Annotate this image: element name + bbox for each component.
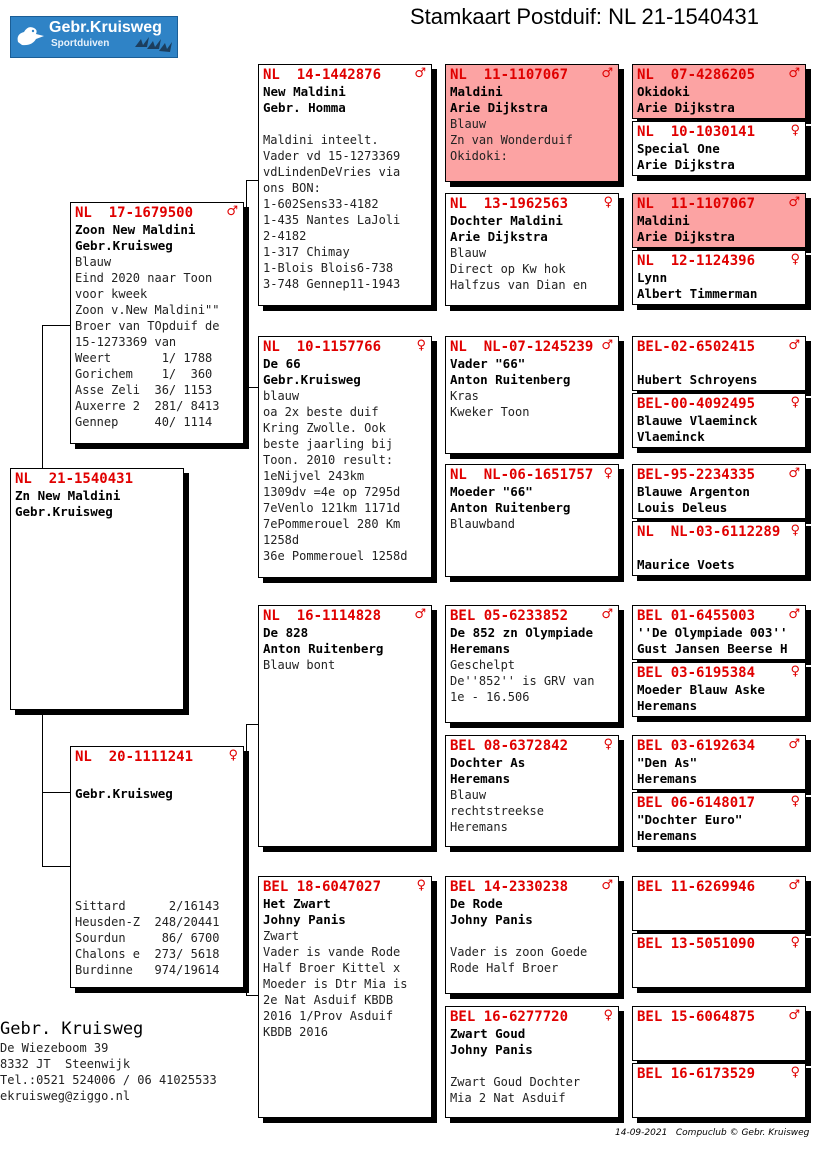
breeder-name: Arie Dijkstra	[450, 100, 548, 115]
breeder-name: Gebr.Kruisweg	[75, 786, 173, 801]
note-line: blauw	[263, 389, 300, 403]
male-icon: ♂	[601, 878, 613, 893]
note-line: Kring Zwolle. Ook	[263, 421, 386, 435]
note-line: Mia 2 Nat Asduif	[450, 1091, 566, 1105]
note-line: Vader vd 15-1273369	[263, 149, 401, 163]
breeder-name: Gebr.Kruisweg	[263, 372, 361, 387]
breeder-name: Heremans	[637, 698, 698, 713]
breeder-name: Arie Dijkstra	[450, 229, 548, 244]
ring-number: NL NL-03-6112289	[637, 524, 781, 540]
male-icon: ♂	[788, 466, 800, 481]
owner-address	[0, 1018, 217, 1104]
breeder-name: Heremans	[450, 771, 511, 786]
pigeon-card-g11	[632, 735, 806, 790]
note-line: 7eVenlo 121km 1171d	[263, 501, 401, 515]
female-icon: ♀	[603, 466, 613, 481]
breeder-name: Hubert Schroyens	[637, 372, 758, 387]
pigeon-name: Zwart Goud	[450, 1026, 526, 1041]
note-line: 1258d	[263, 533, 300, 547]
logo	[10, 16, 178, 58]
breeder-name: Arie Dijkstra	[637, 100, 735, 115]
pigeon-card-g14	[632, 933, 806, 988]
note-line	[75, 850, 239, 866]
breeder-name: Maurice Voets	[637, 557, 735, 572]
ring-number: BEL 13-5051090	[637, 936, 756, 952]
pigeon-name: De 852 zn Olympiade	[450, 625, 593, 640]
note-line: beste jaarling bij	[263, 437, 394, 451]
pigeon-card-subject	[10, 468, 184, 710]
pigeon-name: Zoon New Maldini	[75, 222, 196, 237]
pigeon-name: Maldini	[450, 84, 503, 99]
note-line: Geschelpt	[450, 658, 516, 672]
note-line	[75, 818, 239, 834]
pigeon-name: De Rode	[450, 896, 503, 911]
note-line: 1-317 Chimay	[263, 245, 350, 259]
breeder-name: Arie Dijkstra	[637, 229, 735, 244]
note-line: Blauw	[75, 255, 112, 269]
breeder-name: Anton Ruitenberg	[450, 500, 571, 515]
pigeon-name: "Den As"	[637, 755, 698, 770]
ring-number: NL 10-1030141	[637, 124, 756, 140]
pigeon-name: Dochter As	[450, 755, 526, 770]
pigeon-card-g9	[632, 605, 806, 660]
breeder-name: Gust Jansen Beerse H	[637, 641, 788, 656]
pigeon-card-mff	[445, 605, 619, 723]
note-line: Kweker Toon	[450, 405, 530, 419]
female-icon: ♀	[416, 338, 426, 353]
ring-number: NL NL-07-1245239	[450, 339, 594, 355]
ring-number: NL 10-1157766	[263, 339, 382, 355]
pigeon-name	[637, 541, 801, 557]
pigeon-card-g6	[632, 393, 806, 448]
female-icon: ♀	[603, 1008, 613, 1023]
note-line: Vader is vande Rode	[263, 945, 401, 959]
pigeon-card-g5	[632, 336, 806, 391]
breeder-name: Johny Panis	[450, 1042, 533, 1057]
note-line	[75, 802, 239, 818]
female-icon: ♀	[790, 395, 800, 410]
note-line: 1-435 Nantes LaJoli	[263, 213, 401, 227]
owner-city: 8332 JT Steenwijk	[0, 1057, 131, 1071]
note-line: Toon. 2010 result:	[263, 453, 394, 467]
pigeon-card-ff	[258, 64, 432, 306]
ring-number: NL NL-06-1651757	[450, 467, 594, 483]
female-icon: ♀	[790, 252, 800, 267]
note-line: 36e Pommerouel 1258d	[263, 549, 408, 563]
female-icon: ♀	[790, 794, 800, 809]
male-icon: ♂	[788, 1008, 800, 1023]
note-line: Sittard 2/16143	[75, 899, 220, 913]
breeder-name: Louis Deleus	[637, 500, 728, 515]
female-icon: ♀	[790, 664, 800, 679]
ring-number: BEL 11-6269946	[637, 879, 756, 895]
page-title: Stamkaart Postduif: NL 21-1540431	[410, 4, 759, 29]
pigeon-name: Maldini	[637, 213, 690, 228]
pigeon-name: ''De Olympiade 003''	[637, 625, 788, 640]
ring-number: NL 07-4286205	[637, 67, 756, 83]
breeder-name: Gebr. Homma	[263, 100, 346, 115]
note-line: 2e Nat Asduif KBDB	[263, 993, 394, 1007]
pigeon-card-fm	[258, 336, 432, 578]
pigeon-card-mf	[258, 605, 432, 847]
breeder-name: Anton Ruitenberg	[263, 641, 384, 656]
pigeon-name: Zn New Maldini	[15, 488, 121, 503]
note-line: ons BON:	[263, 181, 321, 195]
note-line: Asse Zeli 36/ 1153	[75, 383, 213, 397]
female-icon: ♀	[790, 523, 800, 538]
owner-email: ekruisweg@ziggo.nl	[0, 1089, 131, 1103]
ring-number: NL 17-1679500	[75, 205, 194, 221]
ring-number: NL 21-1540431	[15, 471, 134, 487]
breeder-name: Johny Panis	[263, 912, 346, 927]
note-line: Rode Half Broer	[450, 961, 559, 975]
ring-number: BEL 08-6372842	[450, 738, 569, 754]
breeder-name: Anton Ruitenberg	[450, 372, 571, 387]
male-icon: ♂	[788, 607, 800, 622]
breeder-name: Heremans	[637, 771, 698, 786]
owner-street: De Wiezeboom 39	[0, 1041, 109, 1055]
note-line: oa 2x beste duif	[263, 405, 379, 419]
breeder-name: Gebr.Kruisweg	[15, 504, 113, 519]
ring-number: NL 12-1124396	[637, 253, 756, 269]
note-line: 2-4182	[263, 229, 307, 243]
male-icon: ♂	[601, 338, 613, 353]
female-icon: ♀	[228, 748, 238, 763]
ring-number: BEL 05-6233852	[450, 608, 569, 624]
pigeon-name: New Maldini	[263, 84, 346, 99]
male-icon: ♂	[788, 737, 800, 752]
note-line: vdLindenDeVries via	[263, 165, 401, 179]
logo-subtitle: Sportduiven	[51, 38, 110, 49]
note-line: Maldini inteelt.	[263, 133, 379, 147]
male-icon: ♂	[788, 338, 800, 353]
pigeon-card-g10	[632, 662, 806, 717]
note-line: 1-602Sens33-4182	[263, 197, 379, 211]
breeder-name: Vlaeminck	[637, 429, 705, 444]
pigeon-card-g1	[632, 64, 806, 119]
pigeon-card-g3	[632, 193, 806, 248]
pigeon-card-g13	[632, 876, 806, 931]
owner-phone: Tel.:0521 524006 / 06 41025533	[0, 1073, 217, 1087]
male-icon: ♂	[788, 878, 800, 893]
note-line: 1e - 16.506	[450, 690, 530, 704]
pigeon-card-g7	[632, 464, 806, 519]
pigeon-card-g2	[632, 121, 806, 176]
note-line	[450, 1058, 614, 1074]
ring-number: NL 14-1442876	[263, 67, 382, 83]
pigeon-name: Special One	[637, 141, 720, 156]
tree-connector	[42, 710, 70, 867]
pigeon-card-g16	[632, 1063, 806, 1118]
ring-number: BEL-00-4092495	[637, 396, 756, 412]
pigeon-name: De 66	[263, 356, 301, 371]
pigeon-card-ffm	[445, 193, 619, 306]
note-line: Heremans	[450, 820, 508, 834]
ring-number: BEL 18-6047027	[263, 879, 382, 895]
note-line: Zn van Wonderduif	[450, 133, 573, 147]
female-icon: ♀	[790, 1065, 800, 1080]
pigeon-name: Lynn	[637, 270, 668, 285]
breeder-name: Johny Panis	[450, 912, 533, 927]
male-icon: ♂	[601, 66, 613, 81]
note-line: Heusden-Z 248/20441	[75, 915, 220, 929]
note-line	[263, 116, 427, 132]
pigeon-card-mmm	[445, 1006, 619, 1118]
pigeon-name: Het Zwart	[263, 896, 331, 911]
pigeon-card-fff	[445, 64, 619, 182]
note-line: 1-Blois Blois6-738	[263, 261, 394, 275]
note-line: 3-748 Gennep11-1943	[263, 277, 401, 291]
ring-number: BEL 03-6195384	[637, 665, 756, 681]
note-line: Zwart Goud Dochter	[450, 1075, 581, 1089]
note-line: Direct op Kw hok	[450, 262, 566, 276]
breeder-name: Albert Timmerman	[637, 286, 758, 301]
male-icon: ♂	[788, 66, 800, 81]
note-line: Kras	[450, 389, 479, 403]
pigeon-card-g12	[632, 792, 806, 847]
ring-number: NL 20-1111241	[75, 749, 194, 765]
footer-credit: 14-09-2021 Compuclub © Gebr. Kruisweg	[615, 1128, 810, 1138]
note-line: Halfzus van Dian en	[450, 278, 588, 292]
breeder-name: Arie Dijkstra	[637, 157, 735, 172]
note-line: Blauw bont	[263, 658, 336, 672]
note-line	[450, 928, 614, 944]
pigeon-icon	[14, 22, 48, 52]
note-line: rechtstreekse	[450, 804, 544, 818]
breeder-name: Gebr.Kruisweg	[75, 238, 173, 253]
breeder-name: Heremans	[637, 828, 698, 843]
breeder-name: Heremans	[450, 641, 511, 656]
pigeon-name: Dochter Maldini	[450, 213, 563, 228]
note-line: Auxerre 2 281/ 8413	[75, 399, 220, 413]
pigeon-card-g15	[632, 1006, 806, 1061]
note-line: Blauw	[450, 117, 487, 131]
pigeon-card-father	[70, 202, 244, 444]
note-line: Moeder is Dtr Mia is	[263, 977, 408, 991]
male-icon: ♂	[601, 607, 613, 622]
note-line: Sourdun 86/ 6700	[75, 931, 220, 945]
female-icon: ♀	[603, 737, 613, 752]
tree-connector	[246, 724, 258, 996]
ring-number: BEL 01-6455003	[637, 608, 756, 624]
note-line	[75, 866, 239, 882]
note-line: 15-1273369 van	[75, 335, 177, 349]
ring-number: NL 13-1962563	[450, 196, 569, 212]
note-line: Blauw	[450, 246, 487, 260]
pigeon-name	[75, 770, 239, 786]
note-line	[75, 882, 239, 898]
pigeon-card-fmm	[445, 464, 619, 577]
note-line: Gennep 40/ 1114	[75, 415, 213, 429]
female-icon: ♀	[603, 195, 613, 210]
male-icon: ♂	[414, 66, 426, 81]
note-line: 1eNijvel 243km	[263, 469, 365, 483]
pigeon-card-mm	[258, 876, 432, 1118]
note-line: Eind 2020 naar Toon	[75, 271, 213, 285]
note-line: 7ePommerouel 280 Km	[263, 517, 401, 531]
note-line: Broer van TOpduif de	[75, 319, 220, 333]
note-line: Zoon v.New Maldini""	[75, 303, 220, 317]
note-line: Okidoki:	[450, 149, 508, 163]
note-line	[75, 834, 239, 850]
ring-number: BEL 15-6064875	[637, 1009, 756, 1025]
ring-number: BEL 16-6277720	[450, 1009, 569, 1025]
ring-number: NL 11-1107067	[637, 196, 756, 212]
note-line: Blauwband	[450, 517, 516, 531]
pigeon-card-mmf	[445, 876, 619, 994]
pigeon-name: Moeder Blauw Aske	[637, 682, 765, 697]
pigeon-card-mfm	[445, 735, 619, 847]
note-line: De''852'' is GRV van	[450, 674, 595, 688]
note-line: 1309dv =4e op 7295d	[263, 485, 401, 499]
pigeon-name: Blauwe Argenton	[637, 484, 750, 499]
male-icon: ♂	[226, 204, 238, 219]
male-icon: ♂	[788, 195, 800, 210]
note-line: Half Broer Kittel x	[263, 961, 401, 975]
note-line: voor kweek	[75, 287, 148, 301]
ring-number: BEL 06-6148017	[637, 795, 756, 811]
ring-number: BEL-95-2234335	[637, 467, 756, 483]
ring-number: BEL 14-2330238	[450, 879, 569, 895]
logo-title: Gebr.Kruisweg	[49, 19, 162, 36]
note-line: Vader is zoon Goede	[450, 945, 588, 959]
pigeon-name: "Dochter Euro"	[637, 812, 743, 827]
pigeon-card-mother	[70, 746, 244, 988]
pigeon-card-fmf	[445, 336, 619, 454]
ring-number: BEL 16-6173529	[637, 1066, 756, 1082]
note-line: KBDB 2016	[263, 1025, 329, 1039]
pigeon-name: Blauwe Vlaeminck	[637, 413, 758, 428]
female-icon: ♀	[790, 123, 800, 138]
female-icon: ♀	[790, 935, 800, 950]
pigeon-card-g8	[632, 521, 806, 576]
note-line: Blauw	[450, 788, 487, 802]
note-line: Gorichem 1/ 360	[75, 367, 213, 381]
pigeon-name	[637, 356, 801, 372]
note-line: Burdinne 974/19614	[75, 963, 220, 977]
tree-connector	[246, 180, 258, 388]
male-icon: ♂	[414, 607, 426, 622]
female-icon: ♀	[416, 878, 426, 893]
note-line: Chalons e 273/ 5618	[75, 947, 220, 961]
pigeon-name: Vader "66"	[450, 356, 526, 371]
ring-number: BEL 03-6192634	[637, 738, 756, 754]
pigeon-name: Okidoki	[637, 84, 690, 99]
owner-name: Gebr. Kruisweg	[0, 1019, 144, 1039]
ring-number: NL 11-1107067	[450, 67, 569, 83]
ring-number: BEL-02-6502415	[637, 339, 756, 355]
pigeon-card-g4	[632, 250, 806, 305]
note-line: 2016 1/Prov Asduif	[263, 1009, 394, 1023]
pigeon-name: Moeder "66"	[450, 484, 533, 499]
note-line: Zwart	[263, 929, 300, 943]
ring-number: NL 16-1114828	[263, 608, 382, 624]
note-line: Weert 1/ 1788	[75, 351, 213, 365]
pigeon-name: De 828	[263, 625, 309, 640]
